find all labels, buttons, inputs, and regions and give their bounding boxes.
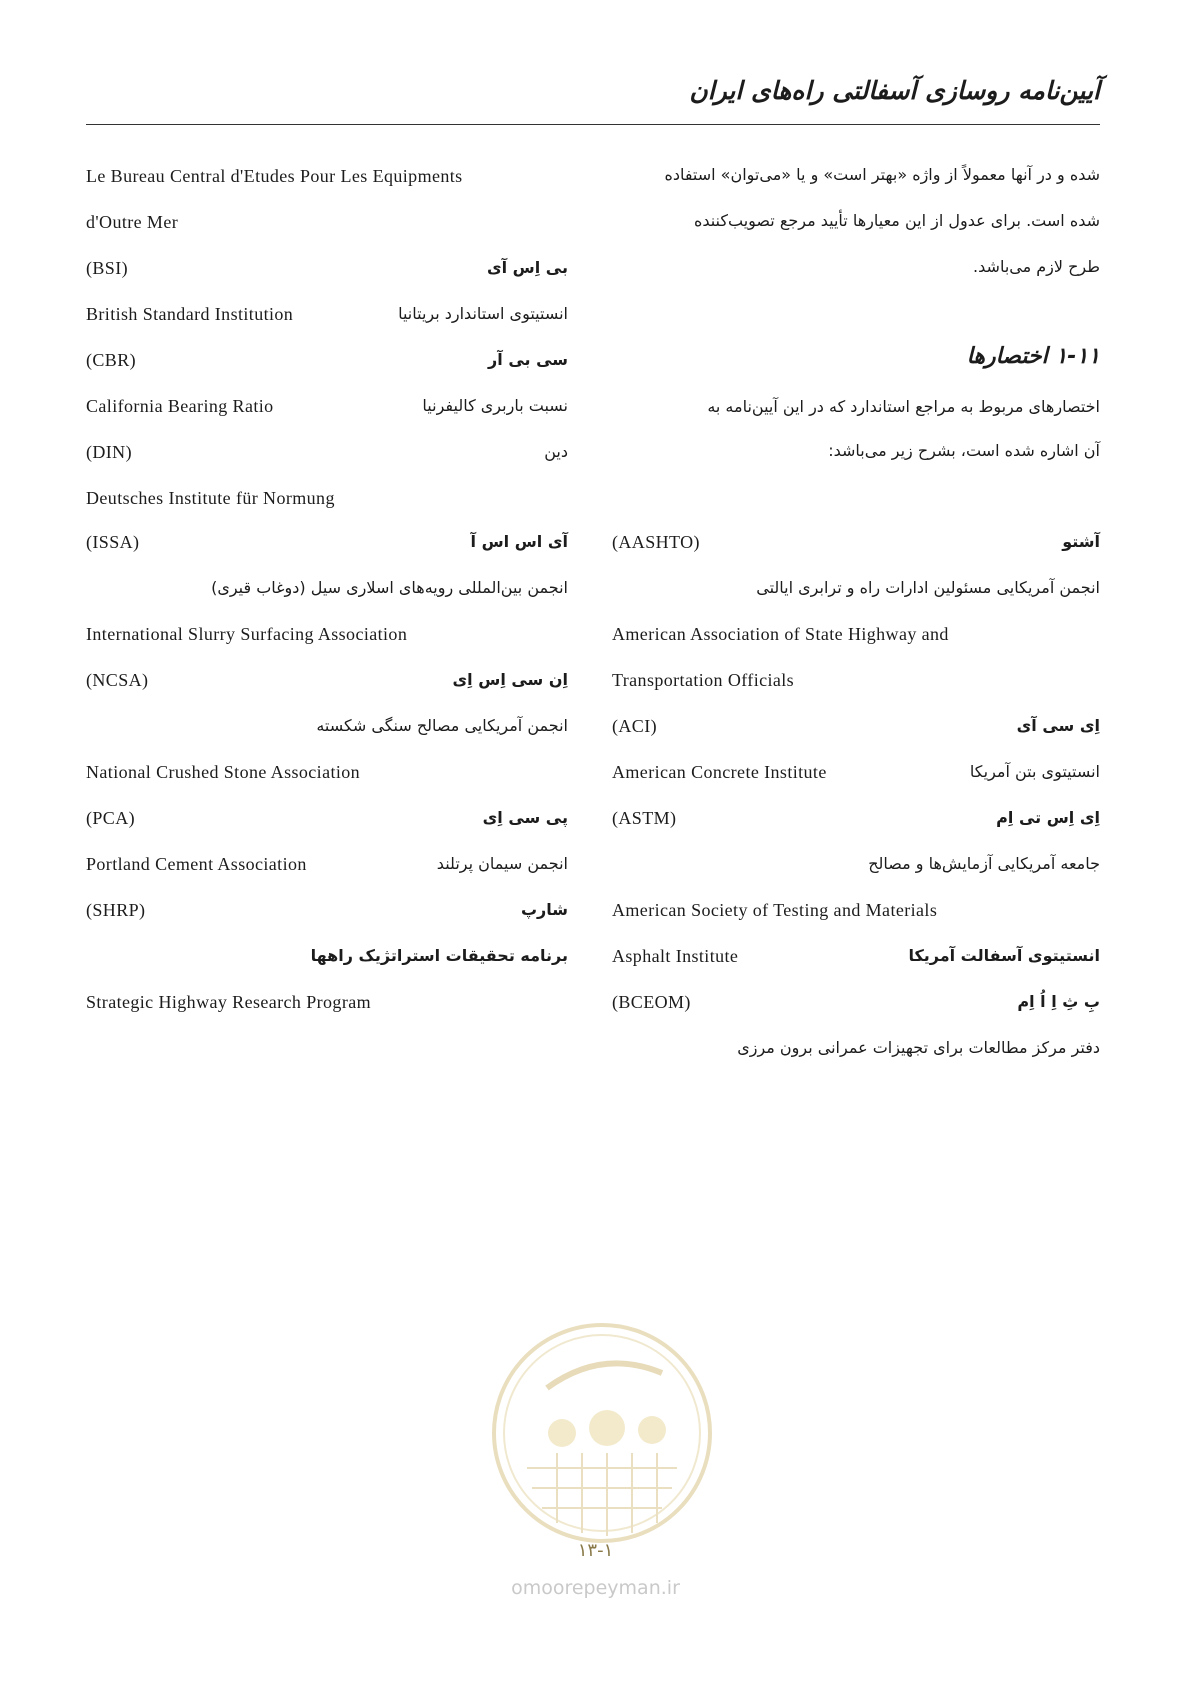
issa-en: International Slurry Surfacing Association: [86, 624, 408, 644]
intro-line-1: شده و در آنها معمولاً از واژه «بهتر است» و یا «می‌توان» استفاده: [664, 165, 1100, 184]
bceom-en-line-2: d'Outre Mer: [86, 212, 179, 232]
fa-name-astm: اِی اِس تی اِم: [996, 808, 1100, 827]
page-header-title: آیین‌نامه روسازی آسفالتی راه‌های ایران: [689, 76, 1100, 105]
aashto-desc-fa: انجمن آمریکایی مسئولین ادارات راه و ترابری ایالتی: [756, 578, 1100, 597]
shrp-desc-fa: برنامه تحقیقات استراتژیک راهها: [310, 946, 568, 965]
entry-shrp: [86, 894, 568, 926]
entry-aci: [612, 710, 1100, 742]
issa-desc-fa: انجمن بین‌المللی رویه‌های اسلاری سیل (دوغاب قیری): [211, 578, 568, 597]
site-watermark-text: omoorepeyman.ir: [511, 1577, 680, 1599]
section-heading: ۱-۱۱ اختصارها: [966, 344, 1100, 369]
abbr-cbr: (CBR): [86, 350, 137, 370]
publisher-seal-logo: [487, 1318, 717, 1548]
header-divider: [86, 124, 1100, 125]
abbr-bsi: (BSI): [86, 258, 128, 278]
din-en: Deutsches Institute für Normung: [86, 488, 335, 508]
fa-name-pca: پی سی اِی: [482, 808, 568, 827]
abbr-din: (DIN): [86, 442, 132, 462]
fa-name-aashto: آشتو: [1062, 532, 1100, 551]
entry-bsi: [86, 252, 568, 284]
aashto-en-line-1: American Association of State Highway and: [612, 624, 949, 644]
aashto-en-line-2: Transportation Officials: [612, 670, 795, 690]
entry-aashto: [612, 526, 1100, 558]
cbr-desc: California Bearing Ratio نسبت باربری کالیفرنیا: [86, 396, 568, 416]
entry-bceom: [612, 986, 1100, 1018]
entry-cbr: [86, 344, 568, 376]
entry-asphalt-institute: Asphalt Institute انستیتوی آسفالت آمریکا: [612, 946, 1100, 966]
fa-name-aci: اِی سی آی: [1016, 716, 1100, 735]
shrp-en: Strategic Highway Research Program: [86, 992, 372, 1012]
section-body-line-1: اختصارهای مربوط به مراجع استاندارد که در این آیین‌نامه به: [707, 397, 1100, 416]
entry-ncsa: [86, 664, 568, 696]
fa-name-din: دین: [544, 442, 568, 461]
abbr-ncsa: (NCSA): [86, 670, 149, 690]
ncsa-desc-fa: انجمن آمریکایی مصالح سنگی شکسته: [316, 716, 568, 735]
ncsa-en: National Crushed Stone Association: [86, 762, 361, 782]
astm-desc-fa: جامعه آمریکایی آزمایش‌ها و مصالح: [868, 854, 1100, 873]
abbr-aashto: (AASHTO): [612, 532, 700, 552]
fa-name-ncsa: اِن سی اِس اِی: [452, 670, 568, 689]
section-body-line-2: آن اشاره شده است، بشرح زیر می‌باشد:: [828, 441, 1100, 460]
intro-line-2: شده است. برای عدول از این معیارها تأیید مرجع تصویب‌کننده: [693, 211, 1100, 230]
astm-en: American Society of Testing and Materials: [612, 900, 938, 920]
entry-din: [86, 436, 568, 468]
abbr-astm: (ASTM): [612, 808, 677, 828]
fa-name-bsi: بی اِس آی: [486, 258, 568, 277]
fa-name-shrp: شارپ: [520, 900, 568, 919]
intro-line-3: طرح لازم می‌باشد.: [973, 257, 1100, 276]
abbr-aci: (ACI): [612, 716, 657, 736]
entry-pca: [86, 802, 568, 834]
bceom-desc-fa: دفتر مرکز مطالعات برای تجهیزات عمرانی برون مرزی: [737, 1038, 1100, 1057]
entry-astm: [612, 802, 1100, 834]
entry-issa: [86, 526, 568, 558]
fa-name-cbr: سی بی آر: [488, 350, 568, 369]
bsi-desc: British Standard Institution انستیتوی استاندارد بریتانیا: [86, 304, 568, 324]
pca-desc: Portland Cement Association انجمن سیمان پرتلند: [86, 854, 568, 874]
bceom-en-line-1: Le Bureau Central d'Etudes Pour Les Equipments: [86, 166, 463, 186]
abbr-pca: (PCA): [86, 808, 136, 828]
abbr-bceom: (BCEOM): [612, 992, 691, 1012]
abbr-issa: (ISSA): [86, 532, 140, 552]
fa-name-bceom: بِ ثِ اِ اُ اِم: [1017, 992, 1100, 1011]
abbr-shrp: (SHRP): [86, 900, 146, 920]
page-number: ۱۳-۱: [577, 1540, 614, 1561]
fa-name-issa: آی اس اس آ: [470, 532, 568, 551]
aci-desc: American Concrete Institute انستیتوی بتن آمریکا: [612, 762, 1100, 782]
